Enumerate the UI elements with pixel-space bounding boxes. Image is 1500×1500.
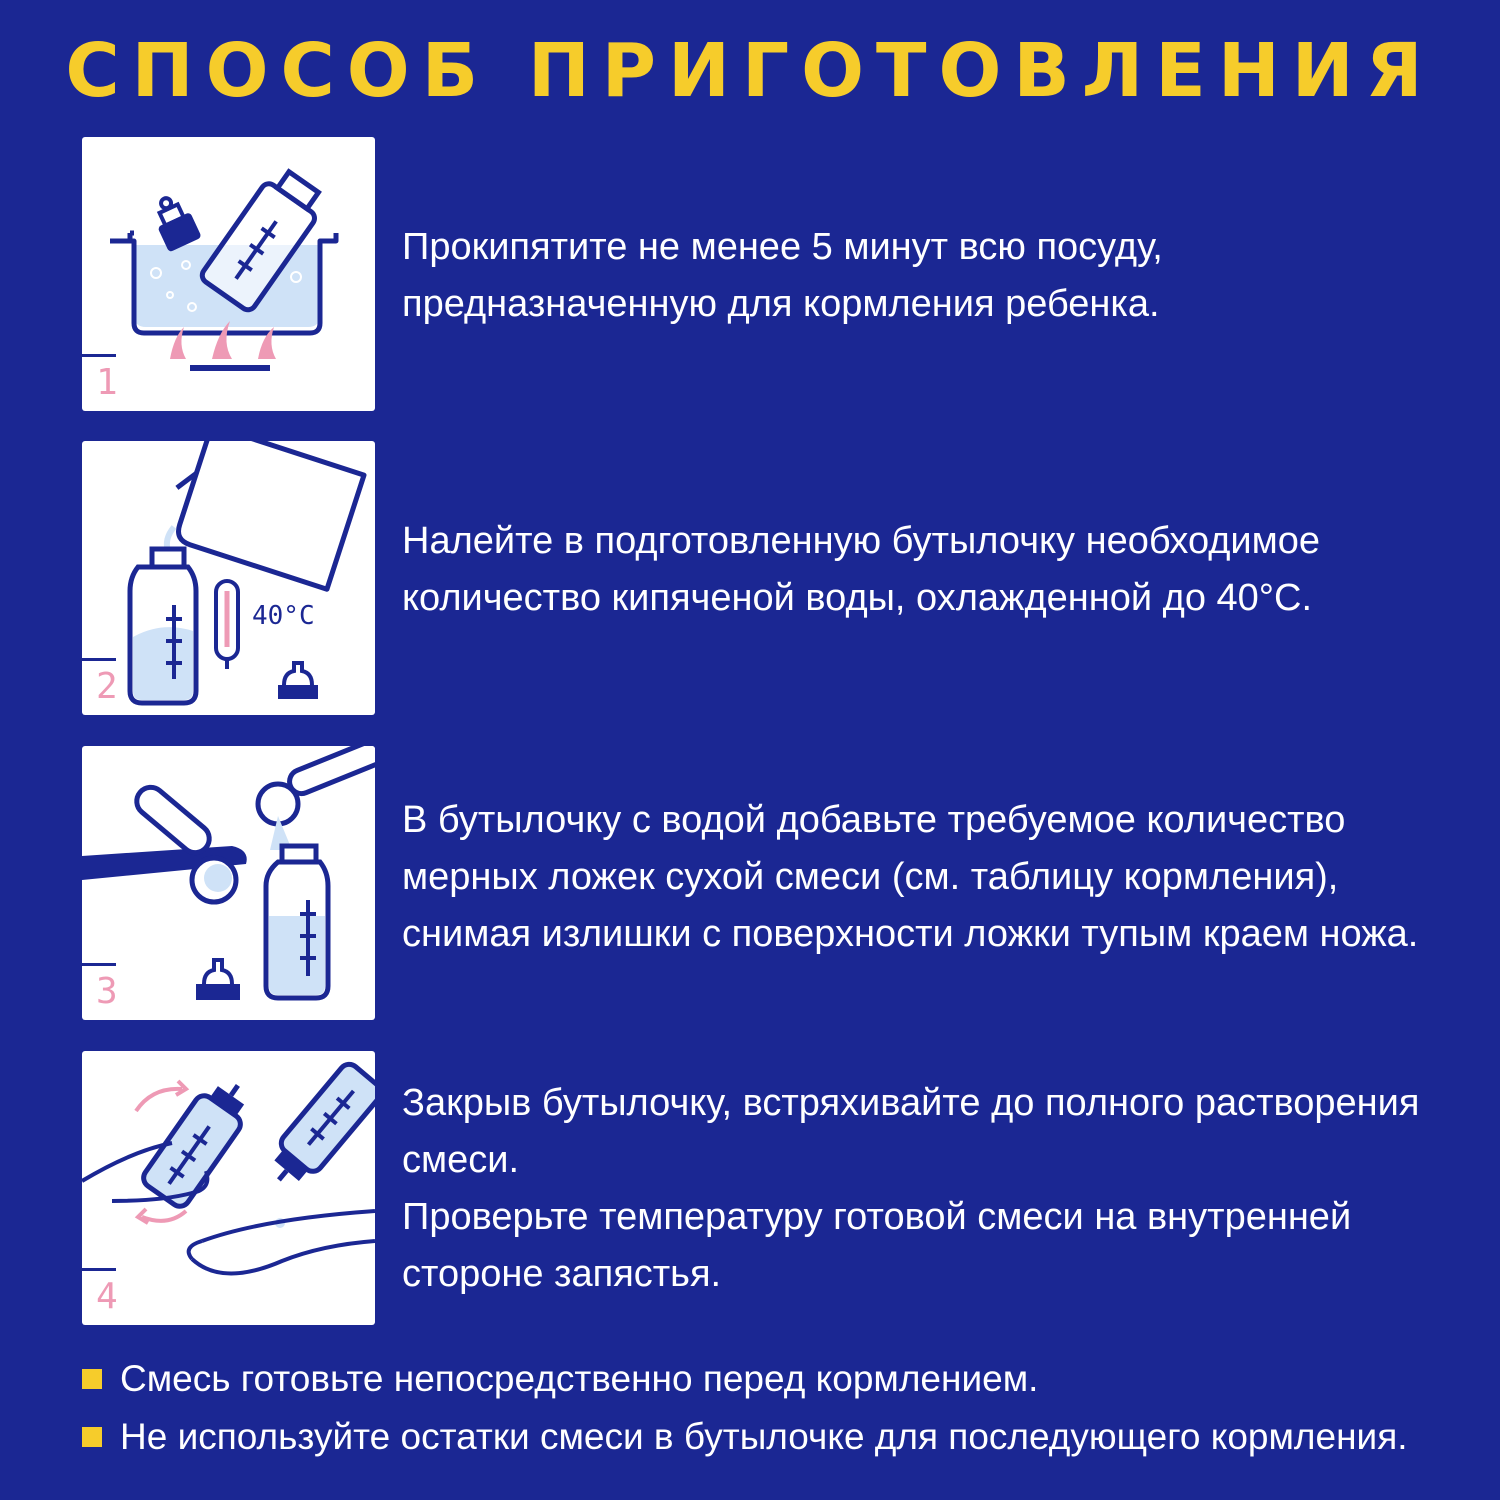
bullet-square-icon (82, 1369, 102, 1389)
step-4-line-3: Проверьте температуру готовой смеси на внутренней (402, 1196, 1352, 1238)
step-number: 4 (96, 1276, 118, 1317)
step-3-line-2: мерных ложек сухой смеси (см. таблицу кормления), (402, 856, 1339, 898)
step-4-line-1: Закрыв бутылочку, встряхивайте до полного растворения (402, 1082, 1420, 1124)
step-number: 1 (96, 362, 118, 403)
notes-list (82, 1350, 1482, 1466)
note-text: Смесь готовьте непосредственно перед кормлением. (120, 1358, 1039, 1399)
step-3-line-1: В бутылочку с водой добавьте требуемое количество (402, 799, 1346, 841)
step-number: 2 (96, 666, 118, 707)
step-number-divider (82, 354, 116, 357)
step-1-line-2: предназначенную для кормления ребенка. (402, 283, 1160, 325)
step-4-text (402, 1075, 1462, 1303)
step-3-illustration (82, 746, 375, 1020)
step-1-text (402, 219, 1462, 333)
step-4-illustration (82, 1051, 375, 1325)
step-3-line-3: снимая излишки с поверхности ложки тупым краем ножа. (402, 913, 1419, 955)
step-1-illustration (82, 137, 375, 411)
note-item (82, 1408, 1482, 1466)
step-2-line-2: количество кипяченой воды, охлажденной до 40°С. (402, 577, 1312, 619)
sterilize-pot-icon (82, 137, 375, 411)
step-2 (82, 441, 1462, 715)
add-formula-icon (82, 746, 375, 1020)
thermometer-label: 40°C (252, 601, 315, 631)
page-title: СПОСОБ ПРИГОТОВЛЕНИЯ (65, 28, 1435, 114)
step-number-divider (82, 963, 116, 966)
step-3-text (402, 792, 1462, 963)
step-1-line-1: Прокипятите не менее 5 минут всю посуду, (402, 226, 1163, 268)
note-item (82, 1350, 1482, 1408)
step-2-text (402, 513, 1462, 627)
step-4-line-2: смеси. (402, 1139, 520, 1181)
shake-and-test-icon (82, 1051, 375, 1325)
step-number-divider (82, 658, 116, 661)
step-number: 3 (96, 971, 118, 1012)
bullet-square-icon (82, 1427, 102, 1447)
step-number-divider (82, 1268, 116, 1271)
pour-water-icon (82, 441, 375, 715)
step-2-line-1: Налейте в подготовленную бутылочку необходимое (402, 520, 1321, 562)
step-4-line-4: стороне запястья. (402, 1253, 722, 1295)
step-2-illustration (82, 441, 375, 715)
step-3 (82, 746, 1462, 1020)
step-1 (82, 137, 1462, 411)
note-text: Не используйте остатки смеси в бутылочке для последующего кормления. (120, 1416, 1408, 1457)
step-4 (82, 1051, 1462, 1325)
